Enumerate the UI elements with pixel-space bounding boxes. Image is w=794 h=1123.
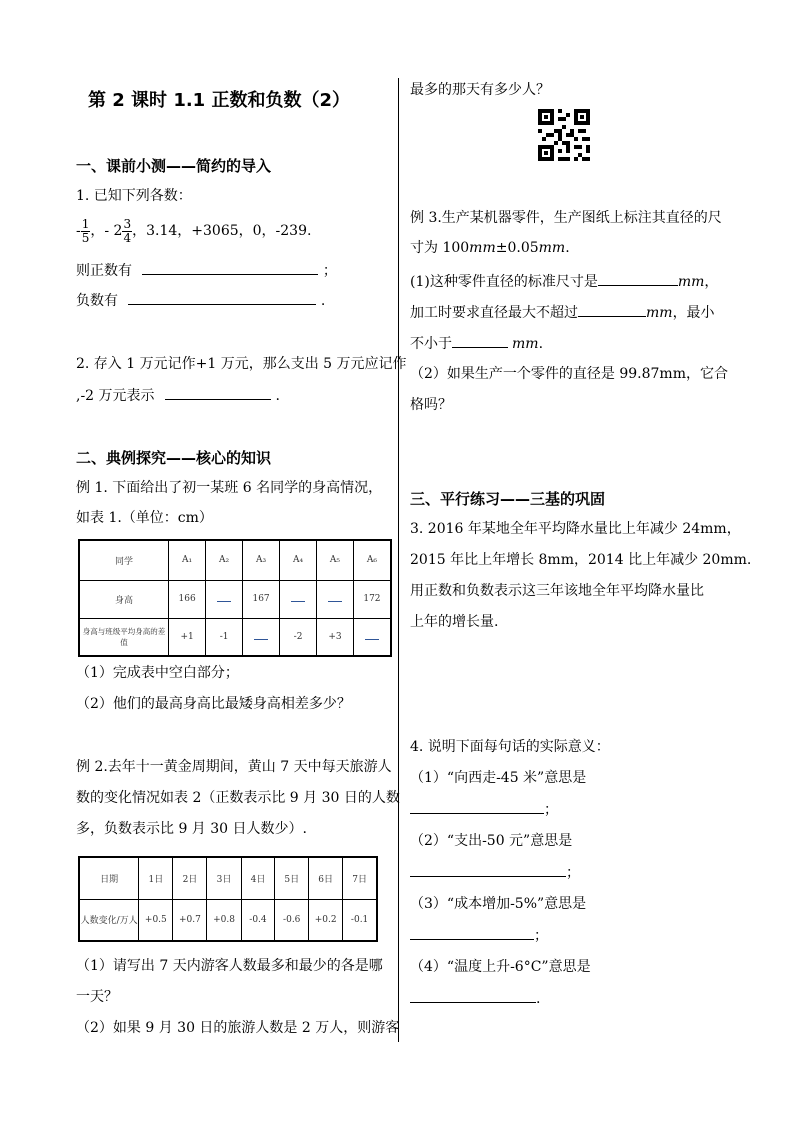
line-end: . bbox=[536, 991, 541, 1007]
header-cell: 日期 bbox=[79, 857, 139, 899]
section-heading-3: 三、平行练习——三基的巩固 bbox=[410, 490, 606, 508]
table-cell: 172 bbox=[353, 580, 391, 618]
answer-blank[interactable] bbox=[410, 799, 544, 814]
question-4-item-1-text: （1）“向西走-45 米”意思是 bbox=[410, 770, 587, 786]
unit-mm: mm bbox=[646, 305, 673, 321]
fraction-1-numerator: 1 bbox=[81, 216, 90, 231]
day-cell: 5日 bbox=[275, 857, 309, 899]
value-cell: +0.8 bbox=[207, 899, 241, 941]
blank-line bbox=[291, 593, 305, 602]
negative-answer-blank[interactable] bbox=[128, 290, 316, 305]
tolerance-text: ±0.05 bbox=[495, 240, 539, 256]
day-cell: 1日 bbox=[139, 857, 173, 899]
question-2-line-1: 2. 存入 1 万元记作+1 万元，那么支出 5 万元应记作 bbox=[76, 356, 407, 372]
row-label: 身高与班级平均身高的差值 bbox=[79, 618, 169, 656]
qr-code-icon[interactable] bbox=[538, 108, 590, 162]
example-1-line-1: 例 1. 下面给出了初一某班 6 名同学的身高情况， bbox=[76, 480, 383, 496]
question-3-line-3: 用正数和负数表示这三年该地全年平均降水量比 bbox=[410, 583, 704, 599]
line-end: ； bbox=[566, 865, 580, 881]
fraction-1-denominator: 5 bbox=[81, 230, 90, 245]
question-4-item-1-answer bbox=[410, 799, 558, 820]
question-2-line-2 bbox=[76, 385, 280, 406]
table-cell: +3 bbox=[317, 618, 354, 656]
table-cell: -2 bbox=[280, 618, 317, 656]
question-4-item-2-text: （2）“支出-50 元”意思是 bbox=[410, 833, 573, 849]
example-2-question-1-line-2: 一天？ bbox=[76, 989, 118, 1005]
question-2-text: ,-2 万元表示 bbox=[76, 388, 155, 404]
example-3-line-2 bbox=[410, 238, 570, 258]
blank-line bbox=[217, 593, 231, 602]
example-3-question-2-line-2: 格吗？ bbox=[410, 397, 452, 413]
question-4-item-3-text: （3）“成本增加-5%”意思是 bbox=[410, 896, 587, 912]
question-3-line-4: 上年的增长量. bbox=[410, 614, 499, 630]
tourist-table bbox=[78, 856, 378, 942]
value-cell: +0.7 bbox=[173, 899, 207, 941]
question-4-intro: 4. 说明下面每句话的实际意义： bbox=[410, 739, 610, 755]
example-2-line-1: 例 2.去年十一黄金周期间，黄山 7 天中每天旅游人 bbox=[76, 759, 392, 775]
max-size-text: 加工时要求直径最大不超过 bbox=[410, 305, 578, 321]
height-table bbox=[78, 539, 392, 657]
diameter-text: 寸为 100 bbox=[410, 240, 470, 256]
fraction-1-sign: - bbox=[76, 223, 81, 239]
question-3-line-1: 3. 2016 年某地全年平均降水量比上年减少 24mm， bbox=[410, 521, 741, 537]
fraction-1 bbox=[81, 218, 91, 245]
answer-blank[interactable] bbox=[410, 988, 536, 1003]
line-end: ； bbox=[534, 928, 548, 944]
example-3-question-1-line-3 bbox=[410, 333, 543, 354]
question-4-item-4-answer bbox=[410, 988, 540, 1009]
header-cell: A₆ bbox=[353, 540, 391, 580]
page-title: 第 2 课时 1.1 正数和负数（2） bbox=[88, 90, 351, 111]
question-3-line-2: 2015 年比上年增长 8mm，2014 比上年减少 20mm. bbox=[410, 552, 752, 568]
example-3-question-1-line-2 bbox=[410, 302, 715, 323]
header-cell: A₁ bbox=[169, 540, 206, 580]
example-2-continuation: 最多的那天有多少人？ bbox=[410, 82, 550, 98]
line-end: ，最小 bbox=[672, 305, 715, 321]
table-cell: -1 bbox=[206, 618, 243, 656]
mixed-number-whole: - 2 bbox=[104, 223, 123, 239]
mixed-denominator: 4 bbox=[123, 230, 132, 245]
positive-label: 则正数有 bbox=[76, 263, 132, 279]
separator-1: ， bbox=[90, 223, 105, 239]
day-cell: 7日 bbox=[343, 857, 377, 899]
example-2-question-1-line-1: （1）请写出 7 天内游客人数最多和最少的各是哪 bbox=[76, 958, 383, 974]
number-list-rest: ，3.14，+3065，0，-239. bbox=[132, 223, 312, 239]
unit-mm: mm bbox=[512, 336, 539, 352]
blank-line bbox=[365, 631, 379, 640]
height-table-header-row bbox=[79, 540, 391, 580]
negative-end: . bbox=[320, 293, 326, 309]
table-cell-blank[interactable] bbox=[353, 618, 391, 656]
example-1-line-2: 如表 1.（单位：cm） bbox=[76, 510, 213, 526]
question-1-intro: 1. 已知下列各数： bbox=[76, 188, 192, 204]
table-cell: 167 bbox=[243, 580, 280, 618]
min-size-text: 不小于 bbox=[410, 336, 452, 352]
day-cell: 6日 bbox=[309, 857, 343, 899]
header-cell: A₃ bbox=[243, 540, 280, 580]
tourist-table-header-row bbox=[79, 857, 377, 899]
table-cell-blank[interactable] bbox=[317, 580, 354, 618]
positive-numbers-line bbox=[76, 260, 337, 281]
value-cell: +0.2 bbox=[309, 899, 343, 941]
unit-mm: mm bbox=[469, 240, 496, 256]
question-2-end: . bbox=[275, 388, 280, 404]
row-label: 身高 bbox=[79, 580, 169, 618]
tourist-change-row bbox=[79, 899, 377, 941]
example-3-question-2-line-1: （2）如果生产一个零件的直径是 99.87mm，它合 bbox=[410, 366, 728, 382]
header-cell: A₅ bbox=[317, 540, 354, 580]
day-cell: 4日 bbox=[241, 857, 275, 899]
example-3-line-1: 例 3.生产某机器零件，生产图纸上标注其直径的尺 bbox=[410, 210, 722, 226]
line-end: ； bbox=[544, 802, 558, 818]
question-2-answer-blank[interactable] bbox=[165, 385, 271, 400]
table-cell-blank[interactable] bbox=[206, 580, 243, 618]
day-cell: 3日 bbox=[207, 857, 241, 899]
row-label: 人数变化/万人 bbox=[79, 899, 139, 941]
mixed-numerator: 3 bbox=[123, 216, 132, 231]
standard-size-text: (1)这种零件直径的标准尺寸是 bbox=[410, 274, 598, 290]
value-cell: -0.6 bbox=[275, 899, 309, 941]
max-size-blank[interactable] bbox=[578, 302, 646, 317]
value-cell: +0.5 bbox=[139, 899, 173, 941]
table-cell-blank[interactable] bbox=[280, 580, 317, 618]
header-cell: A₄ bbox=[280, 540, 317, 580]
min-size-blank[interactable] bbox=[452, 333, 508, 348]
unit-mm: mm bbox=[677, 274, 705, 290]
question-4-item-3-answer bbox=[410, 925, 548, 946]
question-1-numbers bbox=[76, 213, 311, 249]
header-cell: 同学 bbox=[79, 540, 169, 580]
table-cell: +1 bbox=[169, 618, 206, 656]
negative-label: 负数有 bbox=[76, 293, 118, 309]
table-cell: 166 bbox=[169, 580, 206, 618]
unit-mm: mm bbox=[538, 240, 566, 256]
example-2-line-3: 多，负数表示比 9 月 30 日人数少）. bbox=[76, 821, 307, 837]
answer-blank[interactable] bbox=[410, 925, 534, 940]
example-1-question-1: （1）完成表中空白部分； bbox=[76, 665, 239, 681]
line-end: . bbox=[565, 240, 570, 256]
value-cell: -0.1 bbox=[343, 899, 377, 941]
header-cell: A₂ bbox=[206, 540, 243, 580]
question-4-item-4-text: （4）“温度上升-6°C”意思是 bbox=[410, 959, 591, 975]
blank-line bbox=[328, 593, 342, 602]
positive-end: ； bbox=[322, 263, 337, 279]
mixed-number-fraction bbox=[122, 218, 132, 245]
line-end: . bbox=[538, 336, 544, 352]
question-4-item-2-answer bbox=[410, 862, 580, 883]
example-2-question-2-line-1: （2）如果 9 月 30 日的旅游人数是 2 万人，则游客 bbox=[76, 1020, 400, 1036]
answer-blank[interactable] bbox=[410, 862, 566, 877]
example-2-line-2: 数的变化情况如表 2（正数表示比 9 月 30 日的人数 bbox=[76, 790, 400, 806]
table-cell-blank[interactable] bbox=[243, 618, 280, 656]
positive-answer-blank[interactable] bbox=[142, 260, 318, 275]
section-heading-1: 一、课前小测——简约的导入 bbox=[76, 157, 272, 175]
day-cell: 2日 bbox=[173, 857, 207, 899]
line-end: ， bbox=[704, 274, 719, 290]
negative-numbers-line bbox=[76, 290, 325, 311]
standard-size-blank[interactable] bbox=[598, 271, 678, 286]
difference-row bbox=[79, 618, 391, 656]
example-3-question-1-line-1 bbox=[410, 271, 718, 292]
blank-line bbox=[254, 631, 268, 640]
example-1-question-2: （2）他们的最高身高比最矮身高相差多少？ bbox=[76, 696, 351, 712]
height-row bbox=[79, 580, 391, 618]
value-cell: -0.4 bbox=[241, 899, 275, 941]
column-divider bbox=[398, 78, 399, 1042]
section-heading-2: 二、典例探究——核心的知识 bbox=[76, 449, 272, 467]
